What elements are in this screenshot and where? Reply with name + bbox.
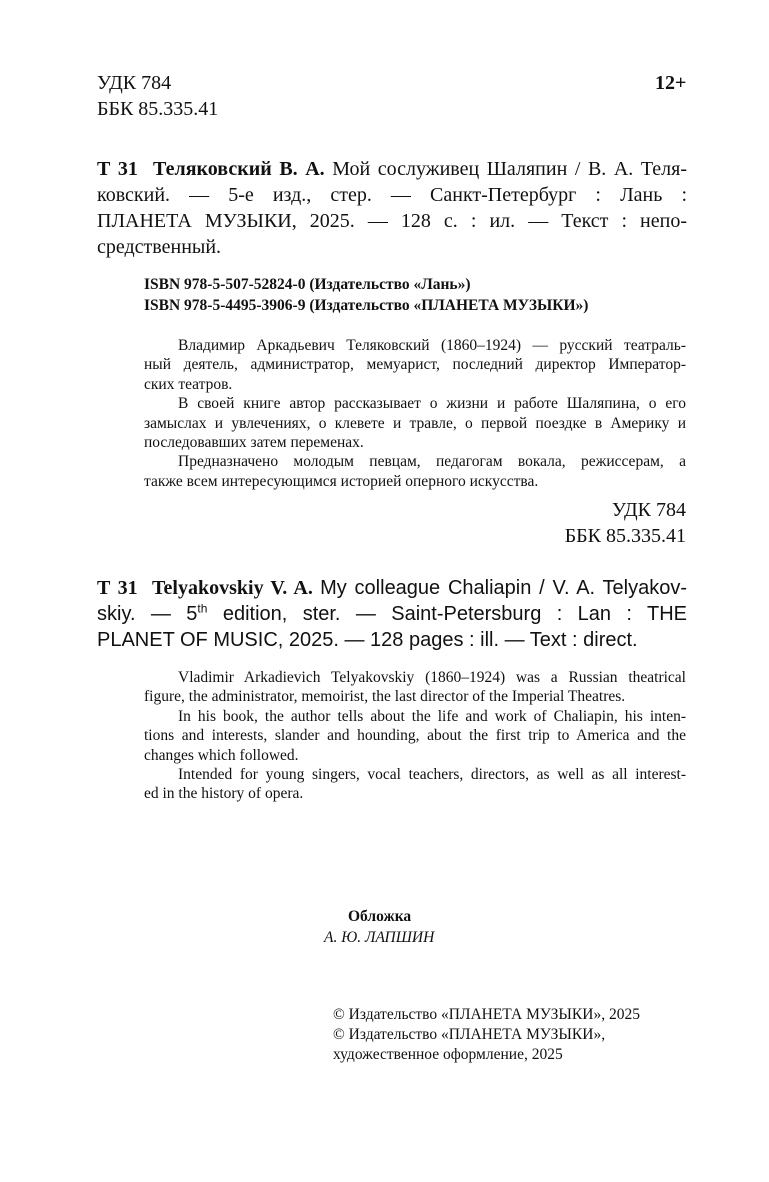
ru-abstract-p2-l3: последовавших затем переменах.	[144, 434, 364, 452]
isbn-block	[144, 274, 588, 316]
age-rating: 12+	[655, 72, 687, 94]
ru-abstract-p2-l2: замыслах и увлечениях, о клевете и травле, о первой поездке в Америку и	[144, 414, 686, 432]
en-entry-line2-a: skiy. — 5	[97, 603, 198, 625]
ru-abstract-p3-l1: Предназначено молодым певцам, педагогам вокала, режиссерам, а	[178, 453, 686, 471]
ru-abstract-p2-l1: В своей книге автор рассказывает о жизни и работе Шаляпина, о его	[178, 395, 686, 413]
en-catalog-entry	[97, 575, 687, 653]
ru-abstract-p3-l2: также всем интересующимся историей оперного искусства.	[144, 472, 539, 490]
isbn-lan: ISBN 978-5-507-52824-0 (Издательство «Лань»)	[144, 276, 471, 293]
header-bbk: ББК 85.335.41	[97, 98, 219, 120]
ru-abstract	[144, 336, 686, 491]
isbn-planet: ISBN 978-5-4495-3906-9 (Издательство «ПЛАНЕТА МУЗЫКИ»)	[144, 297, 589, 314]
en-entry-line2-sup: th	[197, 601, 208, 616]
ru-codes-udk: УДК 784	[611, 499, 686, 521]
en-entry-line3: PLANET OF MUSIC, 2025. — 128 pages : ill. — Text : direct.	[97, 629, 638, 651]
cover-title: Обложка	[348, 908, 412, 925]
ru-abstract-p1-l3: ских театров.	[144, 375, 233, 393]
ru-entry-author: Теляковский В. А.	[153, 158, 325, 180]
ru-entry-line4: средственный.	[97, 236, 222, 258]
ru-codes	[565, 497, 686, 549]
en-abstract-p3-l2: ed in the history of opera.	[144, 785, 304, 803]
en-abstract-p2-l1: In his book, the author tells about the life and work of Chaliapin, his inten-	[178, 707, 686, 725]
en-abstract-p2-l2: tions and interests, slander and hounding, about the first trip to America and the	[144, 727, 686, 745]
header-udk: УДК 784	[97, 72, 172, 94]
en-abstract-p1-l2: figure, the administrator, memoirist, the last director of the Imperial Theatres.	[144, 688, 626, 706]
ru-abstract-p1-l2: ный деятель, администратор, мемуарист, последний директор Император-	[144, 356, 686, 374]
en-abstract	[144, 668, 686, 804]
ru-abstract-p1-l1: Владимир Аркадьевич Теляковский (1860–1924) — русский театраль-	[178, 337, 686, 354]
ru-entry-code: Т 31	[97, 158, 138, 180]
en-entry-author: Telyakovskiy V. A.	[152, 577, 313, 599]
header-codes	[97, 70, 218, 122]
en-entry-code: Т 31	[97, 577, 138, 599]
copyright-line3: художественное оформление, 2025	[333, 1046, 563, 1063]
copyright-line1: © Издательство «ПЛАНЕТА МУЗЫКИ», 2025	[333, 1006, 640, 1023]
copyright-block	[333, 1005, 640, 1065]
ru-entry-line3: ПЛАНЕТА МУЗЫКИ, 2025. — 128 с. : ил. — Текст : непо-	[97, 210, 687, 232]
copyright-line2: © Издательство «ПЛАНЕТА МУЗЫКИ»,	[333, 1026, 606, 1043]
ru-catalog-entry	[97, 156, 687, 260]
ru-entry-line1: Мой сослуживец Шаляпин / В. А. Теля-	[332, 158, 688, 180]
en-entry-line2-b: edition, ster. — Saint-Petersburg : Lan : THE	[207, 603, 687, 625]
cover-designer: А. Ю. ЛАПШИН	[324, 929, 435, 946]
en-abstract-p1-l1: Vladimir Arkadievich Telyakovskiy (1860–1924) was a Russian theatrical	[178, 669, 686, 686]
en-abstract-p3-l1: Intended for young singers, vocal teachers, directors, as well as all interest-	[178, 766, 686, 784]
en-entry-line1: My colleague Chaliapin / V. A. Telyakov-	[320, 577, 688, 599]
en-abstract-p2-l3: changes which followed.	[144, 746, 299, 764]
ru-entry-line2: ковский. — 5-е изд., стер. — Санкт-Петербург : Лань :	[97, 184, 687, 206]
ru-codes-bbk: ББК 85.335.41	[564, 525, 686, 547]
